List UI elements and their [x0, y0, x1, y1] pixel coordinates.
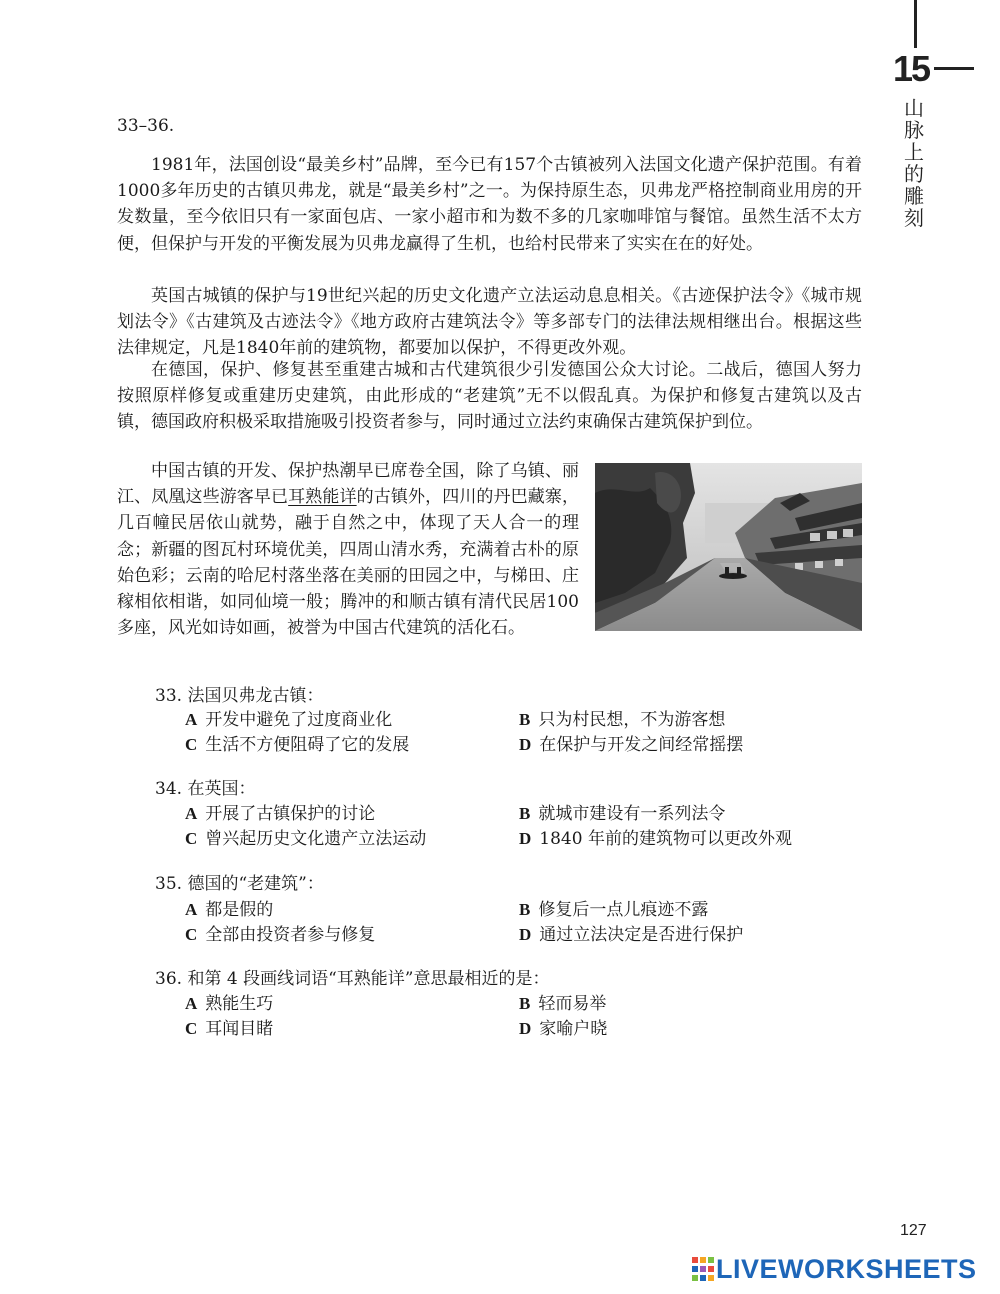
question-33-option-d[interactable] [519, 732, 743, 758]
underlined-phrase: 耳熟能详 [288, 487, 357, 508]
question-35-option-c[interactable] [185, 922, 375, 948]
question-34-option-d[interactable] [519, 826, 792, 852]
option-text: 通过立法决定是否进行保护 [539, 925, 744, 945]
option-text: 只为村民想，不为游客想 [538, 710, 726, 730]
question-35-option-b[interactable] [519, 897, 708, 923]
option-text: 熟能生巧 [205, 994, 274, 1014]
chapter-title: 山脉上的雕刻 [904, 96, 924, 230]
option-text: 开发中避免了过度商业化 [205, 710, 393, 730]
paragraph-1: 1981年，法国创设“最美乡村”品牌，至今已有157个古镇被列入法国文化遗产保护范围。有着1000多年历史的古镇贝弗龙，就是“最美乡村”之一。为保持原生态，贝弗龙严格控制商业用房的开发数量，至今依旧只有一家面包店、一家小超市和为数不多的几家咖啡馆与餐馆。虽然生活不太方便，但保护与开发的平衡发展为贝弗龙赢得了生机，也给村民带来了实实在在的好处。 [117, 155, 862, 254]
water-town-photo-illustration [595, 463, 862, 631]
liveworksheets-brand[interactable] [692, 1254, 977, 1284]
page-number: 127 [900, 1222, 927, 1239]
paragraph-4 [117, 458, 579, 641]
option-letter: D [519, 925, 532, 944]
option-letter: D [519, 829, 532, 848]
option-letter: A [185, 900, 198, 919]
option-letter: C [185, 735, 198, 754]
question-35-option-a[interactable] [185, 897, 273, 923]
question-34-option-a[interactable] [185, 801, 375, 827]
option-text: 家喻户晓 [539, 1019, 608, 1039]
option-text: 修复后一点儿痕迹不露 [538, 900, 709, 920]
chapter-number: 15 [893, 48, 930, 89]
option-letter: C [185, 829, 198, 848]
option-letter: A [185, 804, 198, 823]
chapter-divider-horizontal [934, 67, 974, 70]
option-text: 都是假的 [205, 900, 274, 920]
question-range: 33–36. [117, 116, 175, 136]
option-text: 开展了古镇保护的讨论 [205, 804, 376, 824]
option-letter: B [519, 710, 531, 729]
option-text: 1840 年前的建筑物可以更改外观 [539, 829, 792, 849]
option-letter: D [519, 735, 532, 754]
question-33-option-c[interactable] [185, 732, 409, 758]
option-letter: D [519, 1019, 532, 1038]
option-letter: B [519, 994, 531, 1013]
paragraph-4-part-2: 的古镇外，四川的丹巴藏寨，几百幢民居依山就势，融于自然之中，体现了天人合一的理念；新疆的图瓦村环境优美，四周山清水秀，充满着古朴的原始色彩；云南的哈尼村落坐落在美丽的田园之中，与梯田、庄稼相依相谐，如同仙境一般；腾冲的和顺古镇有清代民居100多座，风光如诗如画，被誉为中国古代建筑的活化石。 [117, 487, 580, 639]
question-34-option-c[interactable] [185, 826, 426, 852]
option-text: 就城市建设有一系列法令 [538, 804, 726, 824]
question-36-option-b[interactable] [519, 991, 606, 1017]
paragraph-3: 在德国，保护、修复甚至重建古城和古代建筑很少引发德国公众大讨论。二战后，德国人努力按照原样修复或重建历史建筑，由此形成的“老建筑”无不以假乱真。为保护和修复古建筑以及古镇，德国政府积极采取措施吸引投资者参与，同时通过立法约束确保古建筑保护到位。 [117, 360, 862, 433]
option-letter: B [519, 804, 531, 823]
question-36-option-d[interactable] [519, 1016, 607, 1042]
question-36-option-a[interactable] [185, 991, 273, 1017]
option-text: 耳闻目睹 [205, 1019, 274, 1039]
option-text: 曾兴起历史文化遗产立法运动 [205, 829, 427, 849]
option-letter: A [185, 994, 198, 1013]
question-36-stem: 36. 和第 4 段画线词语“耳熟能详”意思最相近的是： [155, 969, 550, 989]
question-33-option-a[interactable] [185, 707, 392, 733]
option-letter: C [185, 1019, 198, 1038]
paragraph-4-part-1: 中国古镇的开发、保护热潮早已席卷全国，除了乌镇、丽江、凤凰这些游客早已 [117, 461, 579, 508]
chapter-divider-vertical [914, 0, 917, 48]
liveworksheets-logo-icon [692, 1257, 714, 1281]
option-text: 全部由投资者参与修复 [205, 925, 376, 945]
option-letter: C [185, 925, 198, 944]
option-text: 在保护与开发之间经常摇摆 [539, 735, 744, 755]
option-letter: A [185, 710, 198, 729]
question-33-option-b[interactable] [519, 707, 725, 733]
question-33-stem: 33. 法国贝弗龙古镇： [155, 686, 324, 706]
brand-name: LIVEWORKSHEETS [716, 1253, 977, 1284]
paragraph-2: 英国古城镇的保护与19世纪兴起的历史文化遗产立法运动息息相关。《古迹保护法令》《城市规划法令》《古建筑及古迹法令》《地方政府古建筑法令》等多部专门的法律法规相继出台。根据这些法律规定，凡是1840年前的建筑物，都要加以保护，不得更改外观。 [117, 286, 862, 359]
question-34-stem: 34. 在英国： [155, 779, 256, 799]
question-36-option-c[interactable] [185, 1016, 273, 1042]
option-letter: B [519, 900, 531, 919]
question-35-stem: 35. 德国的“老建筑”： [155, 874, 324, 894]
question-34-option-b[interactable] [519, 801, 725, 827]
question-35-option-d[interactable] [519, 922, 743, 948]
option-text: 生活不方便阻碍了它的发展 [205, 735, 410, 755]
option-text: 轻而易举 [538, 994, 607, 1014]
water-town-photo [595, 463, 862, 631]
